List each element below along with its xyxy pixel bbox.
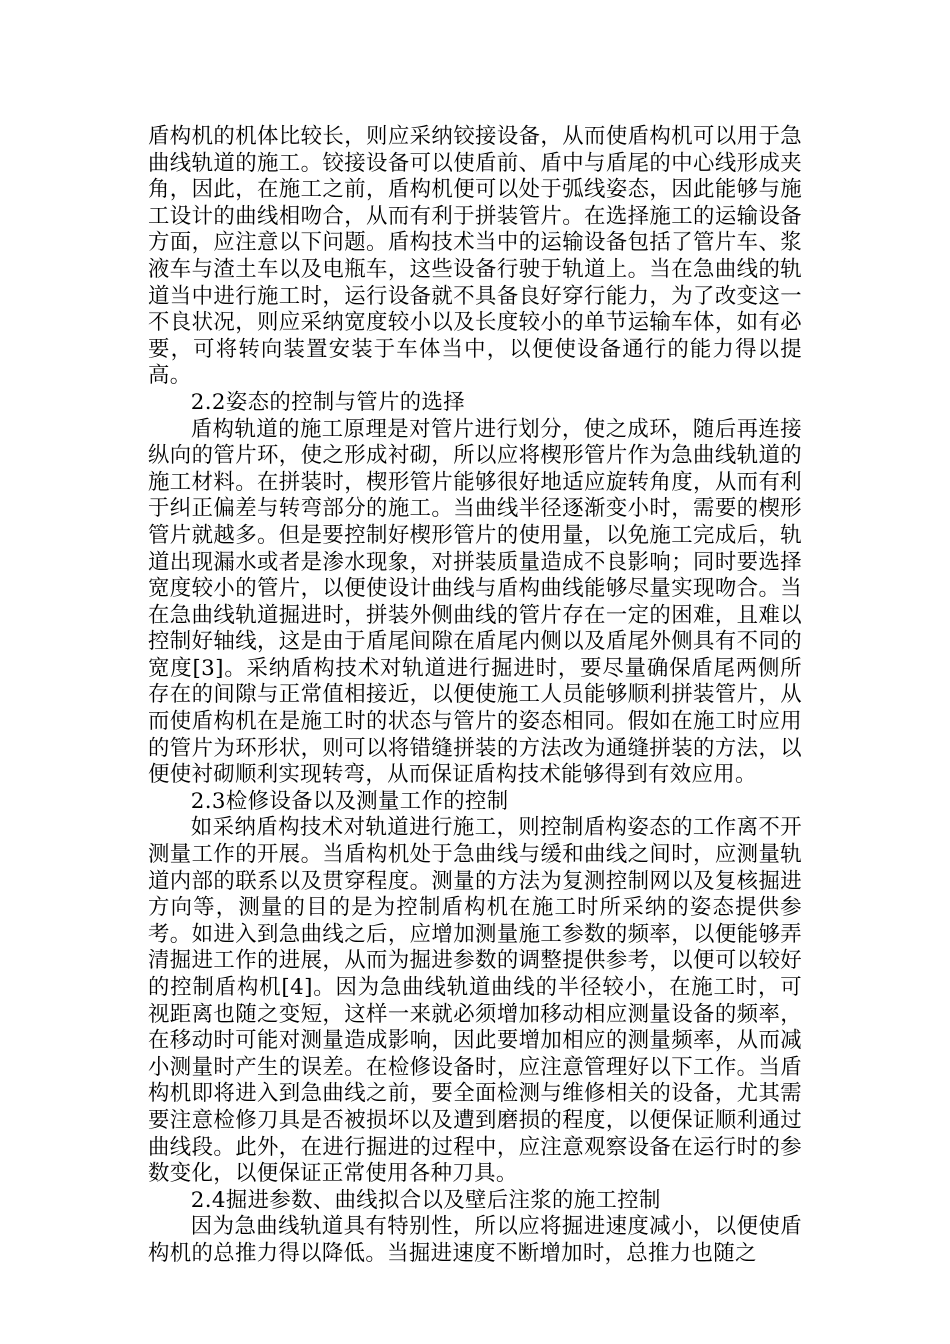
- paragraph-shield-articulation: 盾构机的机体比较长，则应采纳铰接设备，从而使盾构机可以用于急曲线轨道的施工。铰接设备可以使盾前、盾中与盾尾的中心线形成夹角，因此，在施工之前，盾构机便可以处于弧线姿态，因此能够与施工设计的曲线相吻合，从而有利于拼装管片。在选择施工的运输设备方面，应注意以下问题。盾构技术当中的运输设备包括了管片车、浆液车与渣土车以及电瓶车，这些设备行驶于轨道上。当在急曲线的轨道当中进行施工时，运行设备就不具备良好穿行能力，为了改变这一不良状况，则应采纳宽度较小以及长度较小的单节运输车体，如有必要，可将转向装置安装于车体当中，以便使设备通行的能力得以提高。: [148, 124, 802, 389]
- section-heading-2-2: 2.2姿态的控制与管片的选择: [190, 389, 466, 415]
- paragraph-segment-selection: 盾构轨道的施工原理是对管片进行划分，使之成环，随后再连接纵向的管片环，使之形成衬砌，所以应将楔形管片作为急曲线轨道的施工材料。在拼装时，楔形管片能够很好地适应旋转角度，从而有利于纠正偏差与转弯部分的施工。当曲线半径逐渐变小时，需要的楔形管片就越多。但是要控制好楔形管片的使用量，以免施工完成后，轨道出现漏水或者是渗水现象，对拼装质量造成不良影响；同时要选择宽度较小的管片，以便使设计曲线与盾构曲线能够尽量实现吻合。当在急曲线轨道掘进时，拼装外侧曲线的管片存在一定的困难，且难以控制好轴线，这是由于盾尾间隙在盾尾内侧以及盾尾外侧具有不同的宽度[3]。采纳盾构技术对轨道进行掘进时，要尽量确保盾尾两侧所存在的间隙与正常值相接近，以便使施工人员能够顺利拼装管片，从而使盾构机在是施工时的状态与管片的姿态相同。假如在施工时应用的管片为环形状，则可以将错缝拼装的方法改为通缝拼装的方法，以便使衬砌顺利实现转弯，从而保证盾构技术能够得到有效应用。: [148, 416, 802, 788]
- section-heading-2-3: 2.3检修设备以及测量工作的控制: [190, 788, 509, 814]
- paragraph-measurement-control: 如采纳盾构技术对轨道进行施工，则控制盾构姿态的工作离不开测量工作的开展。当盾构机处于急曲线与缓和曲线之间时，应测量轨道内部的联系以及贯穿程度。测量的方法为复测控制网以及复核掘进方向等，测量的目的是为控制盾构机在施工时所采纳的姿态提供参考。如进入到急曲线之后，应增加测量施工参数的频率，以便能够弄清掘进工作的进展，从而为掘进参数的调整提供参考，以便可以较好的控制盾构机[4]。因为急曲线轨道曲线的半径较小，在施工时，可视距离也随之变短，这样一来就必须增加移动相应测量设备的频率，在移动时可能对测量造成影响，因此要增加相应的测量频率，从而减小测量时产生的误差。在检修设备时，应注意管理好以下工作。当盾构机即将进入到急曲线之前，要全面检测与维修相关的设备，尤其需要注意检修刀具是否被损坏以及遭到磨损的程度，以便保证顺利通过曲线段。此外，在进行掘进的过程中，应注意观察设备在运行时的参数变化，以便保证正常使用各种刀具。: [148, 815, 802, 1187]
- paragraph-excavation-parameters: 因为急曲线轨道具有特别性，所以应将掘进速度减小，以便使盾构机的总推力得以降低。当掘进速度不断增加时，总推力也随之: [148, 1214, 802, 1266]
- document-body: [148, 124, 802, 1268]
- section-heading-2-4: 2.4掘进参数、曲线拟合以及壁后注浆的施工控制: [190, 1187, 661, 1213]
